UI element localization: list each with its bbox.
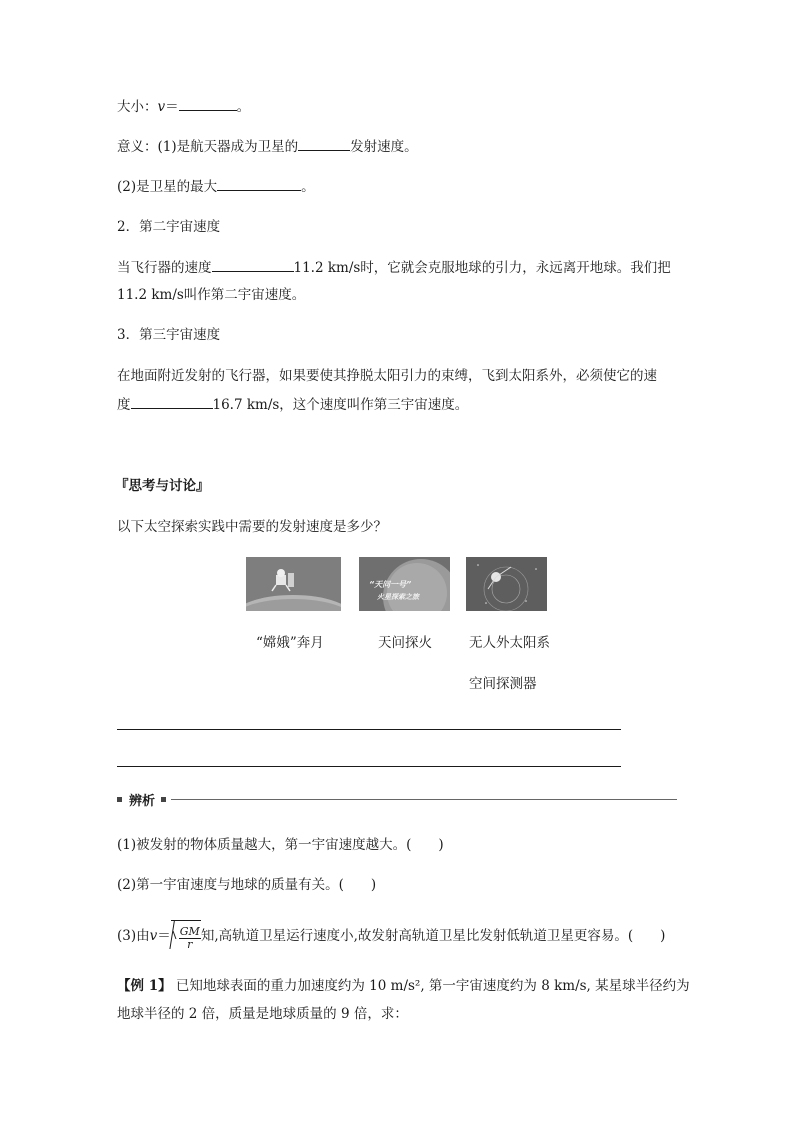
magnitude-label: 大小： (117, 99, 158, 115)
tianwen-mars-image (359, 557, 450, 611)
example-line-2: 地球半径的 2 倍，质量是地球质量的 9 倍，求： (117, 1006, 408, 1022)
second-speed-line2: 11.2 km/s叫作第二宇宙速度。 (117, 287, 306, 303)
third-speed-line1: 在地面附近发射的飞行器，如果要使其挣脱太阳引力的束缚，飞到太阳系外，必须使它的速 (117, 368, 657, 384)
square-bullet-icon (161, 797, 166, 802)
image-subtitle-text: 火星探索之旅 (377, 593, 419, 601)
caption-voyager-2: 空间探测器 (469, 676, 537, 692)
third-speed-line2 (117, 394, 468, 415)
max-suffix: 。 (301, 179, 315, 195)
second-speed-blank[interactable] (212, 257, 294, 272)
third-speed-prefix: 度 (117, 397, 131, 413)
magnitude-var: v (157, 99, 166, 115)
analysis-item-3 (117, 918, 665, 955)
analysis-item-2: (2)第一宇宙速度与地球的质量有关。( ) (117, 877, 377, 893)
voyager-image (466, 557, 547, 611)
caption-tianwen: 天问探火 (378, 635, 432, 651)
caption-change-moon: “嫦娥”奔月 (256, 635, 324, 651)
item3-var: v (149, 928, 158, 944)
example-text-1: 已知地球表面的重力加速度约为 10 m/s², 第一宇宙速度约为 8 km/s, 某星球半径约为 (175, 978, 690, 994)
meaning-line (117, 136, 418, 157)
second-speed-suffix: 11.2 km/s时，它就会克服地球的引力，永远离开地球。我们把 (293, 260, 671, 276)
moon-landing-illustration (246, 557, 341, 611)
analysis-header (117, 792, 677, 808)
fraction (179, 926, 201, 951)
third-speed-suffix: 16.7 km/s，这个速度叫作第三宇宙速度。 (212, 397, 469, 413)
analysis-heading: 辨析 (129, 794, 156, 809)
second-speed-prefix: 当飞行器的速度 (117, 260, 212, 276)
sqrt-formula (171, 920, 201, 955)
image-title-text: “天问一号” (369, 580, 412, 589)
think-heading: 『思考与讨论』 (115, 478, 210, 494)
space-probe-illustration (466, 557, 547, 611)
magnitude-line (117, 96, 250, 117)
fraction-denominator: r (187, 938, 193, 951)
magnitude-eq: ＝ (165, 99, 179, 115)
square-bullet-icon (117, 797, 122, 802)
example-tag: 【例 1】 (117, 978, 172, 994)
meaning-suffix: 发射速度。 (350, 139, 418, 155)
fraction-numerator: GM (179, 925, 200, 938)
second-speed-heading: 2．第二宇宙速度 (117, 219, 221, 235)
answer-line-2[interactable] (117, 766, 621, 767)
answer-line-1[interactable] (117, 729, 621, 730)
change-moon-image (246, 557, 341, 611)
max-blank[interactable] (217, 176, 301, 191)
max-prefix: (2)是卫星的最大 (117, 179, 218, 195)
third-speed-blank[interactable] (131, 394, 213, 409)
third-speed-heading: 3．第三宇宙速度 (117, 327, 221, 343)
magnitude-period: 。 (236, 99, 251, 115)
item3-suffix: 知,高轨道卫星运行速度小,故发射高轨道卫星比发射低轨道卫星更容易。( ) (200, 928, 666, 944)
divider (171, 799, 677, 800)
mars-illustration (359, 557, 450, 611)
meaning-blank[interactable] (298, 136, 350, 151)
max-speed-line (117, 176, 315, 197)
item3-eq: ＝ (157, 928, 171, 944)
meaning-prefix: 意义：(1)是航天器成为卫星的 (117, 139, 299, 155)
analysis-item-1: (1)被发射的物体质量越大，第一宇宙速度越大。( ) (117, 837, 444, 853)
example-line-1 (117, 976, 690, 996)
magnitude-blank[interactable] (179, 96, 237, 111)
second-speed-line1 (117, 257, 671, 278)
think-question: 以下太空探索实践中需要的发射速度是多少？ (117, 519, 387, 535)
item3-prefix: (3)由 (117, 928, 150, 944)
caption-voyager-1: 无人外太阳系 (469, 635, 550, 651)
